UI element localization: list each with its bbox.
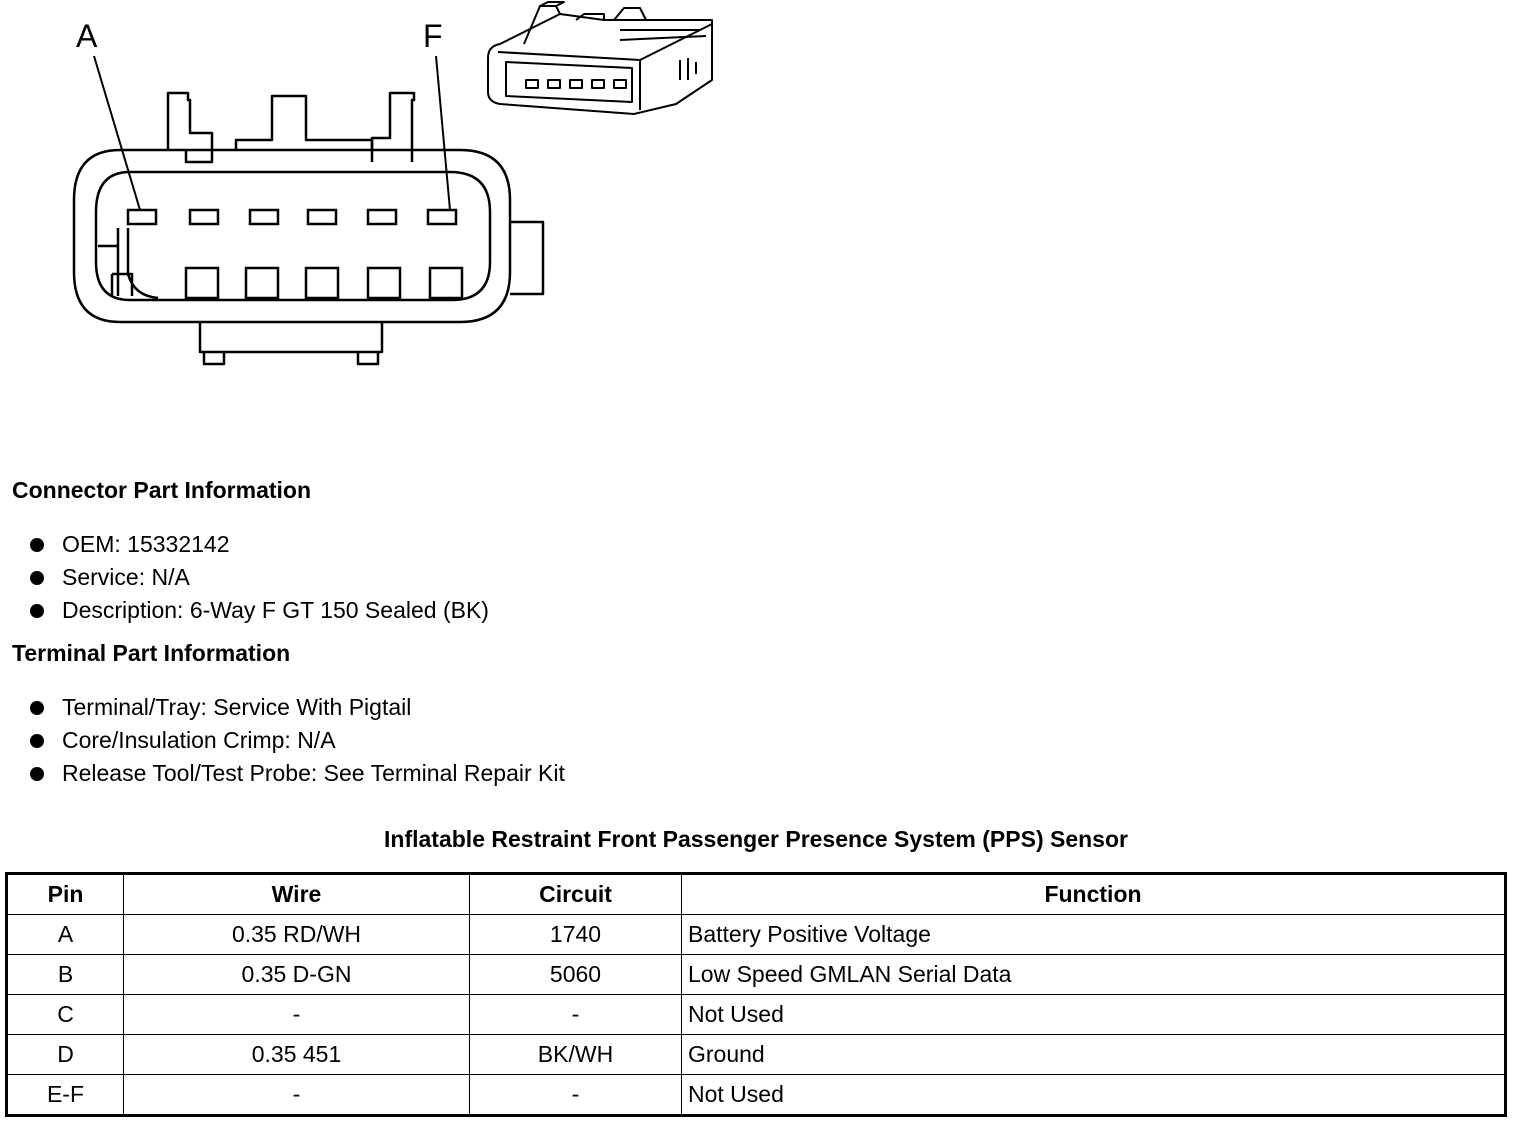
table-row <box>7 995 1506 1035</box>
header-wire: Wire <box>124 874 470 915</box>
cell-wire: 0.35 451 <box>124 1035 470 1075</box>
cell-pin: B <box>7 955 124 995</box>
cell-pin: C <box>7 995 124 1035</box>
cell-pin: D <box>7 1035 124 1075</box>
cell-circuit: 1740 <box>470 915 682 955</box>
cell-circuit: - <box>470 1075 682 1116</box>
table-row <box>7 1075 1506 1116</box>
cell-function: Low Speed GMLAN Serial Data <box>682 955 1506 995</box>
upper-terminal-row <box>128 210 456 224</box>
terminal-cavity <box>250 210 278 224</box>
connector-info-list <box>28 528 489 627</box>
table-title: Inflatable Restraint Front Passenger Presence System (PPS) Sensor <box>384 826 1128 852</box>
right-latch <box>372 93 414 162</box>
cell-function: Not Used <box>682 1075 1506 1116</box>
cell-function: Not Used <box>682 995 1506 1035</box>
terminal-cavity <box>190 210 218 224</box>
cell-wire: - <box>124 995 470 1035</box>
table-row <box>7 915 1506 955</box>
list-item: Release Tool/Test Probe: See Terminal Repair Kit <box>28 757 565 790</box>
cell-wire: - <box>124 1075 470 1116</box>
cell-circuit: - <box>470 995 682 1035</box>
lower-cavity <box>186 268 218 298</box>
table-row <box>7 1035 1506 1075</box>
lower-cavity <box>306 268 338 298</box>
table-row <box>7 955 1506 995</box>
cell-pin: E-F <box>7 1075 124 1116</box>
cell-pin: A <box>7 915 124 955</box>
list-item: OEM: 15332142 <box>28 528 489 561</box>
connector-face-diagram <box>0 0 760 420</box>
terminal-info-list <box>28 691 565 790</box>
list-item: Core/Insulation Crimp: N/A <box>28 724 565 757</box>
header-circuit: Circuit <box>470 874 682 915</box>
lower-cavity-row <box>186 268 462 298</box>
cell-circuit: BK/WH <box>470 1035 682 1075</box>
terminal-cavity <box>368 210 396 224</box>
polarization-key <box>98 228 132 296</box>
terminal-cavity <box>128 210 156 224</box>
list-item: Terminal/Tray: Service With Pigtail <box>28 691 565 724</box>
center-tab <box>236 96 372 150</box>
lower-cavity <box>368 268 400 298</box>
cell-wire: 0.35 D-GN <box>124 955 470 995</box>
list-item: Description: 6-Way F GT 150 Sealed (BK) <box>28 594 489 627</box>
lower-cavity <box>246 268 278 298</box>
leader-line-f <box>436 56 450 210</box>
terminal-cavity <box>428 210 456 224</box>
table-header-row <box>7 874 1506 915</box>
cell-function: Ground <box>682 1035 1506 1075</box>
list-item: Service: N/A <box>28 561 489 594</box>
side-tab <box>510 222 543 294</box>
header-function: Function <box>682 874 1506 915</box>
lower-cavity <box>430 268 462 298</box>
cell-wire: 0.35 RD/WH <box>124 915 470 955</box>
bottom-tab <box>200 322 382 352</box>
outer-housing <box>74 150 510 322</box>
connector-info-heading: Connector Part Information <box>12 477 312 503</box>
cell-function: Battery Positive Voltage <box>682 915 1506 955</box>
pin-label-f: F <box>423 18 443 54</box>
pin-label-a: A <box>76 18 98 54</box>
left-latch <box>168 93 212 162</box>
connector-isometric-view <box>488 2 712 114</box>
cell-circuit: 5060 <box>470 955 682 995</box>
header-pin: Pin <box>7 874 124 915</box>
terminal-info-heading: Terminal Part Information <box>12 640 291 666</box>
terminal-cavity <box>308 210 336 224</box>
pinout-table <box>5 872 1507 1117</box>
